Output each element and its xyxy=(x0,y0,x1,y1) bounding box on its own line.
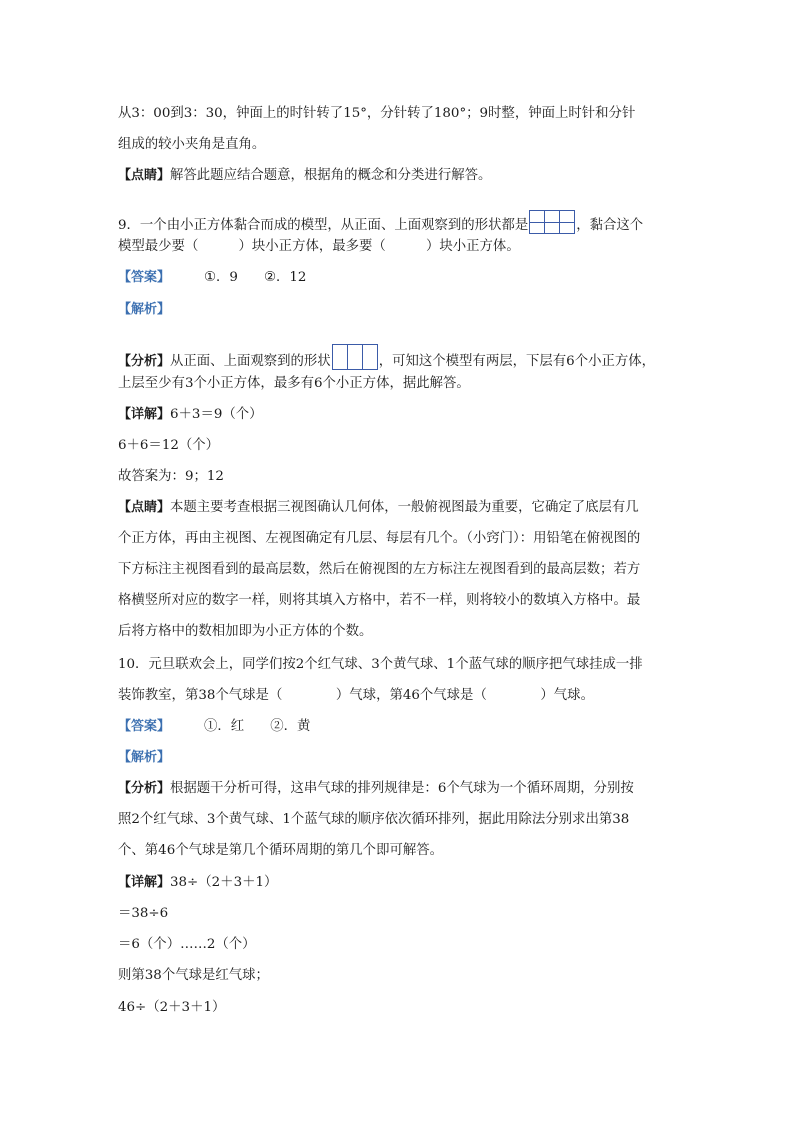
text-line: 个正方体，再由主视图、左视图确定有几层、每层有几个。（小窍门）：用铅笔在俯视图的 xyxy=(118,531,641,546)
tag-dianjing: 【点睛】 xyxy=(118,500,171,515)
text-line: 个、第46个气球是第几个循环周期的第几个即可解答。 xyxy=(118,843,444,858)
text-line: 下方标注主视图看到的最高层数，然后在俯视图的左方标注左视图看到的最高层数；若方 xyxy=(118,562,641,577)
fenxi-9-line-1 xyxy=(118,344,655,372)
text-line: 格横竖所对应的数字一样，则将其填入方格中，若不一样，则将较小的数填入方格中。最 xyxy=(118,593,641,608)
text: 从正面、上面观察到的形状 xyxy=(170,354,331,369)
xiangjie-9 xyxy=(118,405,263,425)
fenxi-10-line-1 xyxy=(118,779,634,799)
text-line: 从3：00到3：30，钟面上的时针转了15°，分针转了180°；9时整，钟面上时针和分针 xyxy=(118,106,636,121)
tag-fenxi: 【分析】 xyxy=(118,354,171,369)
text-line: 故答案为：9；12 xyxy=(118,469,224,484)
answer-item: ②．黄 xyxy=(270,719,311,734)
text-line: 46÷（2＋3＋1） xyxy=(118,1000,226,1015)
comment-line xyxy=(118,166,491,186)
tag-xiangjie: 【详解】 xyxy=(118,875,171,890)
text-line: 6＋6＝12（个） xyxy=(118,438,220,453)
answer-item: ①．9 xyxy=(204,270,238,285)
analysis-9-tag xyxy=(118,300,170,320)
answer-10 xyxy=(118,717,310,737)
text: 本题主要考查根据三视图确认几何体，一般俯视图最为重要，它确定了底层有几 xyxy=(170,500,639,515)
xiangjie-10 xyxy=(118,873,277,893)
text-line: 照2个红气球、3个黄气球、1个蓝气球的顺序依次循环排列，据此用除法分别求出第38 xyxy=(118,812,630,827)
dianjing-9-line-1 xyxy=(118,498,639,518)
tag-answer: 【答案】 xyxy=(118,270,171,285)
text: 根据题干分析可得，这串气球的排列规律是：6个气球为一个循环周期，分别按 xyxy=(170,781,634,796)
text-line: 则第38个气球是红气球； xyxy=(118,968,269,983)
question-9-line-1 xyxy=(118,210,643,236)
answer-9 xyxy=(118,268,306,288)
text: 38÷（2＋3＋1） xyxy=(170,875,278,890)
question-text: ，黏合这个 xyxy=(576,218,644,233)
text: 6＋3＝9（个） xyxy=(170,407,263,422)
text-line: 组成的较小夹角是直角。 xyxy=(118,137,266,152)
tag-analysis: 【解析】 xyxy=(118,750,171,765)
analysis-10-tag xyxy=(118,748,170,768)
question-9-line-2: 模型最少要（ ）块小正方体，最多要（ ）块小正方体。 xyxy=(118,239,520,254)
answer-item: ①．红 xyxy=(204,719,245,734)
text-line: 后将方格中的数相加即为小正方体的个数。 xyxy=(118,624,373,639)
grid-figure-icon xyxy=(332,344,378,370)
grid-figure-icon xyxy=(529,210,575,234)
text: ，可知这个模型有两层，下层有6个小正方体， xyxy=(378,354,656,369)
tag-analysis: 【解析】 xyxy=(118,302,171,317)
tag-fenxi: 【分析】 xyxy=(118,781,171,796)
question-text: 9．一个由小正方体黏合而成的模型，从正面、上面观察到的形状都是 xyxy=(118,218,529,233)
comment-text: 解答此题应结合题意，根据角的概念和分类进行解答。 xyxy=(170,168,492,183)
question-10-line-1: 10．元旦联欢会上，同学们按2个红气球、3个黄气球、1个蓝气球的顺序把气球挂成一排 xyxy=(118,657,643,672)
text-line: ＝6（个）……2（个） xyxy=(118,937,256,952)
answer-item: ②．12 xyxy=(263,270,307,285)
tag-dianjing: 【点睛】 xyxy=(118,168,171,183)
fenxi-9-line-2: 上层至少有3个小正方体，最多有6个小正方体，据此解答。 xyxy=(118,376,470,391)
text-line: ＝38÷6 xyxy=(118,906,169,921)
tag-answer: 【答案】 xyxy=(118,719,171,734)
question-10-line-2: 装饰教室，第38个气球是（ ）气球，第46个气球是（ ）气球。 xyxy=(118,688,594,703)
tag-xiangjie: 【详解】 xyxy=(118,407,171,422)
